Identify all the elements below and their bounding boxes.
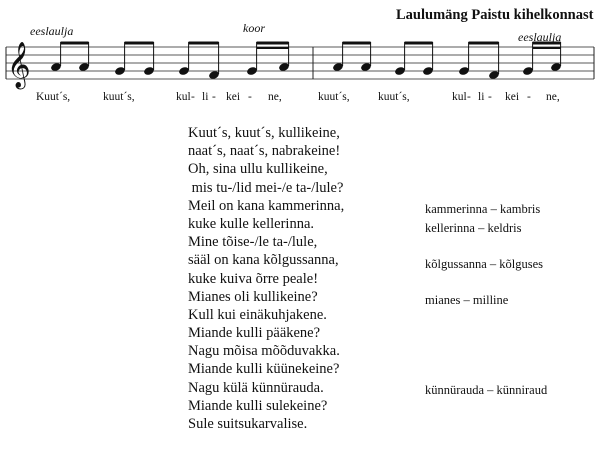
lyric-syllable: kul bbox=[452, 91, 467, 103]
lyric-syllable: ne, bbox=[546, 91, 560, 103]
gloss-note: künnürauda – künniraud bbox=[425, 383, 548, 397]
lyric-syllable: kei bbox=[505, 91, 520, 103]
lyric-syllable: - bbox=[191, 91, 195, 103]
lyric-syllable: kuut´s, bbox=[103, 91, 135, 103]
lyric-syllable: kuut´s, bbox=[318, 91, 350, 103]
poem-line: Meil on kana kammerinna, bbox=[188, 197, 345, 214]
poem-line: Nagu mõisa mõõduvakka. bbox=[188, 343, 340, 360]
gloss-note: kõlgussanna – kõlguses bbox=[425, 257, 544, 271]
poem-line: mis tu-/lid mei-/e ta-/lule? bbox=[188, 179, 344, 196]
gloss-note: kammerinna – kambris bbox=[425, 202, 541, 216]
lyric-syllable: - bbox=[488, 91, 492, 103]
gloss-note: kellerinna – keldris bbox=[425, 221, 522, 235]
lyrics-line bbox=[0, 91, 600, 107]
gloss-note: mianes – milline bbox=[425, 293, 509, 307]
poem-line: kuke kuiva õrre peale! bbox=[188, 270, 319, 287]
poem-line: Miande kulli pääkene? bbox=[188, 325, 321, 342]
poem-line: Miande kulli küünekeine? bbox=[188, 361, 340, 378]
poem-line: kuke kulle kellerinna. bbox=[188, 215, 315, 232]
lyric-syllable: ne, bbox=[268, 91, 282, 103]
lyric-syllable: li bbox=[202, 91, 209, 103]
lyric-syllable: - bbox=[527, 91, 531, 103]
poem-line: Nagu külä künnürauda. bbox=[188, 379, 324, 396]
voice-label-lead-2: eeslaulja bbox=[518, 30, 562, 44]
lyric-syllable: kei bbox=[226, 91, 241, 103]
poem-line: Mine tõise-/le ta-/lule, bbox=[188, 234, 318, 251]
lyric-syllable: kul bbox=[176, 91, 191, 103]
song-title: Laulumäng Paistu kihelkonnast bbox=[396, 7, 594, 23]
poem-text bbox=[188, 124, 344, 433]
poem-line: Miande kulli sulekeine? bbox=[188, 397, 328, 414]
lyric-syllable: - bbox=[212, 91, 216, 103]
poem-line: Oh, sina ullu kullikeine, bbox=[188, 161, 328, 178]
lyric-syllable: Kuut´s, bbox=[36, 91, 71, 103]
poem-line: sääl on kana kõlgussanna, bbox=[188, 252, 339, 269]
poem-line: Kull kui einäkuhjakene. bbox=[188, 306, 327, 323]
poem-line: naat´s, naat´s, nabrakeine! bbox=[188, 143, 341, 160]
lyric-syllable: - bbox=[467, 91, 471, 103]
poem-line: Mianes oli kullikeine? bbox=[188, 288, 318, 305]
poem-line: Kuut´s, kuut´s, kullikeine, bbox=[188, 125, 340, 141]
lyric-syllable: li bbox=[478, 91, 485, 103]
treble-clef-icon: 𝄞 bbox=[7, 42, 31, 88]
lyric-syllable: kuut´s, bbox=[378, 91, 410, 103]
voice-label-lead: eeslaulja bbox=[30, 24, 74, 38]
poem-line: Sule suitsukarvalise. bbox=[188, 416, 308, 432]
voice-label-choir: koor bbox=[243, 21, 265, 35]
lyric-syllable: - bbox=[248, 91, 252, 103]
